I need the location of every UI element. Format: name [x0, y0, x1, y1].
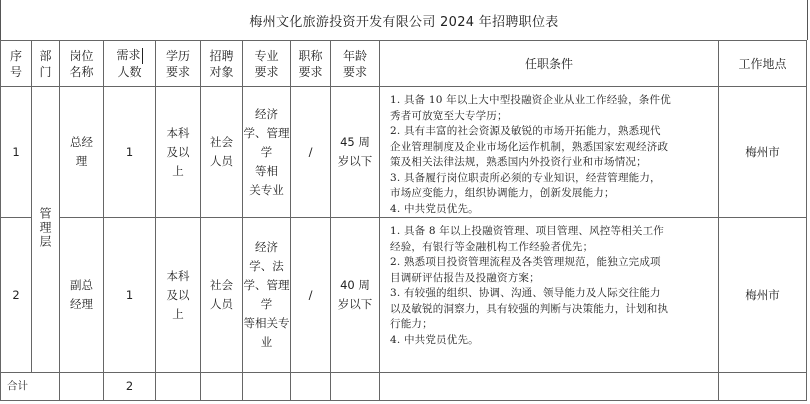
- cell-target[interactable]: 社会 人员: [201, 87, 243, 218]
- header-dept[interactable]: 部 门: [32, 41, 60, 87]
- cell-total-empty[interactable]: [60, 373, 104, 401]
- cell-dept[interactable]: 管理层: [32, 87, 60, 373]
- cell-empty[interactable]: [380, 373, 719, 401]
- header-age[interactable]: 年龄 要求: [331, 41, 380, 87]
- position-table: [0, 40, 807, 401]
- header-position[interactable]: 岗位 名称: [60, 41, 104, 87]
- cell-location[interactable]: 梅州市: [719, 218, 807, 373]
- cell-education[interactable]: 本科 及以 上: [156, 218, 201, 373]
- cell-requirements[interactable]: 1. 具备 10 年以上大中型投融资企业从业工作经验，条件优 秀者可放宽至大专学历； 2. 具有丰富的社会资源及敏锐的市场开拓能力，熟悉现代 企业管理制度及企业市场化运作机制，熟悉国家宏观经济政 策及相关法律法规，熟悉国内外投资行业和市场情况； 3. 具备履行岗位职责所必须的专业知识，经营管理能力， 市场应变能力，组织协调能力，创新发展能力； 4. 中共党员优先。: [380, 87, 719, 218]
- cell-education[interactable]: 本科 及以 上: [156, 87, 201, 218]
- cell-empty[interactable]: [719, 373, 807, 401]
- header-location[interactable]: 工作地点: [719, 41, 807, 87]
- cell-count[interactable]: 1: [104, 218, 156, 373]
- cell-empty[interactable]: [331, 373, 380, 401]
- cell-age[interactable]: 40 周 岁以下: [331, 218, 380, 373]
- header-education[interactable]: 学历 要求: [156, 41, 201, 87]
- header-row: [1, 41, 807, 87]
- header-target[interactable]: 招聘 对象: [201, 41, 243, 87]
- cell-title-req[interactable]: /: [291, 87, 331, 218]
- cell-requirements[interactable]: 1. 具备 8 年以上投融资管理、项目管理、风控等相关工作 经验，有银行等金融机构工作经验者优先； 2. 熟悉项目投资管理流程及各类管理规范，能独立完成项 目调研评估报告及投融资方案； 3. 有较强的组织、协调、沟通、领导能力及人际交往能力 以及敏锐的洞察力，具有较强的判断与决策能力，计划和执 行能力； 4. 中共党员优先。: [380, 218, 719, 373]
- sheet-title: 梅州文化旅游投资开发有限公司 2024 年招聘职位表: [0, 0, 808, 40]
- cell-empty[interactable]: [201, 373, 243, 401]
- cell-total-label[interactable]: 合计: [1, 373, 60, 401]
- cell-seq[interactable]: 2: [1, 218, 32, 373]
- cell-seq[interactable]: 1: [1, 87, 32, 218]
- text-cursor: [142, 48, 143, 64]
- cell-location[interactable]: 梅州市: [719, 87, 807, 218]
- table-row: [1, 218, 807, 373]
- header-title-req[interactable]: 职称 要求: [291, 41, 331, 87]
- header-major[interactable]: 专业 要求: [243, 41, 291, 87]
- cell-age[interactable]: 45 周 岁以下: [331, 87, 380, 218]
- cell-major[interactable]: 经济 学、管理学 等相 关专业: [243, 87, 291, 218]
- table-row: [1, 87, 807, 218]
- cell-total-count[interactable]: 2: [104, 373, 156, 401]
- cell-empty[interactable]: [156, 373, 201, 401]
- header-count[interactable]: 需求 人数: [104, 41, 156, 87]
- cell-target[interactable]: 社会 人员: [201, 218, 243, 373]
- cell-position[interactable]: 副总 经理: [60, 218, 104, 373]
- total-row: [1, 373, 807, 401]
- cell-count[interactable]: 1: [104, 87, 156, 218]
- cell-title-req[interactable]: /: [291, 218, 331, 373]
- header-requirements[interactable]: 任职条件: [380, 41, 719, 87]
- cell-major[interactable]: 经济 学、法 学、管理学 等相关专 业: [243, 218, 291, 373]
- header-seq[interactable]: 序 号: [1, 41, 32, 87]
- cell-empty[interactable]: [243, 373, 291, 401]
- cell-empty[interactable]: [291, 373, 331, 401]
- cell-position[interactable]: 总经 理: [60, 87, 104, 218]
